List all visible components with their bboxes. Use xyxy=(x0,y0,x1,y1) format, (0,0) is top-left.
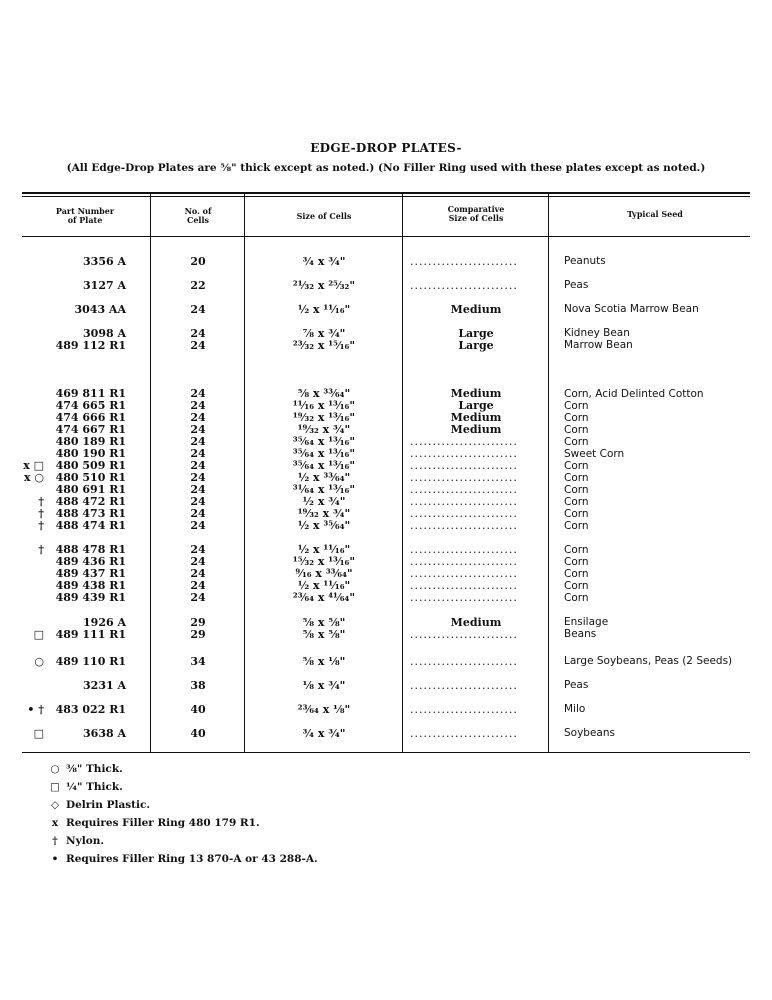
cell-count: 24 xyxy=(190,543,206,556)
typical-seed: Beans xyxy=(564,628,597,640)
cell-size: ⅝ x ⅝" xyxy=(302,616,346,629)
cell-count: 29 xyxy=(190,628,206,641)
legend-item: ◇ Delrin Plastic. xyxy=(50,799,151,811)
typical-seed: Peanuts xyxy=(564,255,606,267)
row-symbol: † xyxy=(38,495,44,508)
part-number: 469 811 R1 xyxy=(55,387,126,400)
typical-seed: Corn xyxy=(564,400,589,412)
typical-seed: Large Soybeans, Peas (2 Seeds) xyxy=(564,655,733,667)
typical-seed: Milo xyxy=(564,703,586,715)
cell-size: ³⁵⁄₆₄ x ¹³⁄₁₆" xyxy=(292,447,356,460)
comparative-size: ........................ xyxy=(410,655,518,668)
part-number: 474 666 R1 xyxy=(55,411,126,424)
cell-count: 24 xyxy=(190,303,206,316)
cell-size: ½ x ³³⁄₆₄" xyxy=(297,471,351,484)
typical-seed: Corn xyxy=(564,460,589,472)
comparative-size: Medium xyxy=(450,411,502,424)
table-row xyxy=(0,628,772,641)
cell-count: 24 xyxy=(190,471,206,484)
cell-size: ¹⁹⁄₃₂ x ¾" xyxy=(297,423,351,436)
cell-size: ²¹⁄₃₂ x ²⁵⁄₃₂" xyxy=(292,279,356,292)
part-number: 489 438 R1 xyxy=(55,579,126,592)
part-number: 489 110 R1 xyxy=(55,655,126,668)
typical-seed: Kidney Bean xyxy=(564,327,630,339)
comparative-size: ........................ xyxy=(410,447,518,460)
part-number: 488 478 R1 xyxy=(55,543,126,556)
table-bottom-rule xyxy=(22,752,750,753)
cell-count: 24 xyxy=(190,399,206,412)
row-symbol: x ○ xyxy=(24,471,44,484)
part-number: 480 190 R1 xyxy=(55,447,126,460)
typical-seed: Corn xyxy=(564,520,589,532)
typical-seed: Corn xyxy=(564,484,589,496)
table-row xyxy=(0,679,772,692)
cell-size: ¾ x ¾" xyxy=(302,255,346,268)
cell-count: 24 xyxy=(190,555,206,568)
page-subtitle: (All Edge-Drop Plates are ⅝" thick except as noted.) (No Filler Ring used with these plates except as noted.) xyxy=(66,162,706,174)
header-no-of-cells: No. of Cells xyxy=(184,206,212,225)
part-number: 3043 AA xyxy=(74,303,126,316)
legend-item: ○ ⅜" Thick. xyxy=(50,763,123,775)
typical-seed: Corn xyxy=(564,556,589,568)
comparative-size: ........................ xyxy=(410,471,518,484)
part-number: 488 474 R1 xyxy=(55,519,126,532)
part-number: 488 472 R1 xyxy=(55,495,126,508)
cell-count: 24 xyxy=(190,447,206,460)
comparative-size: Large xyxy=(458,399,494,412)
typical-seed: Marrow Bean xyxy=(564,339,633,351)
part-number: 489 112 R1 xyxy=(55,339,126,352)
cell-size: ²³⁄₆₄ x ⁴¹⁄₆₄" xyxy=(292,591,356,604)
cell-size: ¹⁹⁄₃₂ x ¹³⁄₁₆" xyxy=(292,411,356,424)
comparative-size: ........................ xyxy=(410,519,518,532)
typical-seed: Corn xyxy=(564,496,589,508)
cell-size: ½ x ³⁵⁄₆₄" xyxy=(297,519,351,532)
cell-count: 24 xyxy=(190,387,206,400)
table-row xyxy=(0,279,772,292)
comparative-size: ........................ xyxy=(410,567,518,580)
comparative-size: ........................ xyxy=(410,628,518,641)
table-header-rule xyxy=(22,236,750,237)
cell-count: 24 xyxy=(190,411,206,424)
typical-seed: Corn xyxy=(564,508,589,520)
cell-count: 22 xyxy=(190,279,206,292)
cell-count: 40 xyxy=(190,727,206,740)
cell-size: ¹⁹⁄₃₂ x ¾" xyxy=(297,507,351,520)
cell-size: ³⁵⁄₆₄ x ¹³⁄₁₆" xyxy=(292,435,356,448)
typical-seed: Nova Scotia Marrow Bean xyxy=(564,303,699,315)
table-row xyxy=(0,703,772,716)
cell-size: ⅞ x ¾" xyxy=(302,327,346,340)
cell-count: 24 xyxy=(190,495,206,508)
cell-size: ½ x ¹¹⁄₁₆" xyxy=(297,543,351,556)
part-number: 488 473 R1 xyxy=(55,507,126,520)
row-symbol: † xyxy=(38,519,44,532)
comparative-size: ........................ xyxy=(410,579,518,592)
cell-size: ¾ x ¾" xyxy=(302,727,346,740)
part-number: 483 022 R1 xyxy=(55,703,126,716)
cell-count: 38 xyxy=(190,679,206,692)
comparative-size: Medium xyxy=(450,423,502,436)
typical-seed: Corn xyxy=(564,436,589,448)
cell-size: ¹⁵⁄₃₂ x ¹³⁄₁₆" xyxy=(292,555,356,568)
table-row xyxy=(0,655,772,668)
legend-item: • Requires Filler Ring 13 870-A or 43 288-A. xyxy=(51,853,318,865)
comparative-size: ........................ xyxy=(410,727,518,740)
part-number: 480 510 R1 xyxy=(55,471,126,484)
cell-size: ²³⁄₆₄ x ⅛" xyxy=(297,703,351,716)
comparative-size: ........................ xyxy=(410,483,518,496)
comparative-size: Medium xyxy=(450,387,502,400)
row-symbol: † xyxy=(38,507,44,520)
row-symbol: ○ xyxy=(34,655,44,668)
cell-count: 24 xyxy=(190,507,206,520)
part-number: 3638 A xyxy=(83,727,126,740)
comparative-size: ........................ xyxy=(410,703,518,716)
row-symbol: • † xyxy=(27,703,44,716)
row-symbol: □ xyxy=(33,628,44,641)
cell-count: 24 xyxy=(190,339,206,352)
table-row xyxy=(0,520,772,532)
typical-seed: Corn xyxy=(564,544,589,556)
cell-count: 29 xyxy=(190,616,206,629)
comparative-size: ........................ xyxy=(410,495,518,508)
table-row xyxy=(0,339,772,352)
part-number: 3356 A xyxy=(83,255,126,268)
cell-count: 24 xyxy=(190,435,206,448)
cell-count: 24 xyxy=(190,567,206,580)
header-typical-seed: Typical Seed xyxy=(627,209,683,219)
typical-seed: Corn xyxy=(564,472,589,484)
table-row xyxy=(0,727,772,740)
part-number: 489 436 R1 xyxy=(55,555,126,568)
cell-count: 24 xyxy=(190,591,206,604)
cell-size: ⅛ x ¾" xyxy=(302,679,346,692)
cell-count: 40 xyxy=(190,703,206,716)
cell-count: 24 xyxy=(190,579,206,592)
typical-seed: Ensilage xyxy=(564,616,609,628)
cell-count: 24 xyxy=(190,327,206,340)
comparative-size: ........................ xyxy=(410,591,518,604)
cell-size: ⅝ x ⅝" xyxy=(302,628,346,641)
typical-seed: Soybeans xyxy=(564,727,615,739)
cell-count: 24 xyxy=(190,483,206,496)
cell-size: ⅝ x ⅛" xyxy=(302,655,346,668)
cell-count: 24 xyxy=(190,459,206,472)
legend-item: □ ¼" Thick. xyxy=(50,781,123,793)
cell-size: ²³⁄₃₂ x ¹⁵⁄₁₆" xyxy=(292,339,356,352)
part-number: 3127 A xyxy=(83,279,126,292)
cell-count: 24 xyxy=(190,519,206,532)
legend-item: x Requires Filler Ring 480 179 R1. xyxy=(51,817,260,829)
cell-count: 24 xyxy=(190,423,206,436)
typical-seed: Corn xyxy=(564,568,589,580)
table-row xyxy=(0,303,772,316)
comparative-size: ........................ xyxy=(410,279,518,292)
typical-seed: Peas xyxy=(564,679,589,691)
part-number: 474 665 R1 xyxy=(55,399,126,412)
cell-size: ³⁵⁄₆₄ x ¹³⁄₁₆" xyxy=(292,459,356,472)
row-symbol: x □ xyxy=(23,459,44,472)
comparative-size: ........................ xyxy=(410,435,518,448)
cell-count: 20 xyxy=(190,255,206,268)
comparative-size: ........................ xyxy=(410,507,518,520)
cell-size: ½ x ¹¹⁄₁₆" xyxy=(297,579,351,592)
typical-seed: Peas xyxy=(564,279,589,291)
part-number: 474 667 R1 xyxy=(55,423,126,436)
header-size-of-cells: Size of Cells xyxy=(296,211,352,221)
typical-seed: Corn xyxy=(564,592,589,604)
comparative-size: ........................ xyxy=(410,459,518,472)
part-number: 3231 A xyxy=(83,679,126,692)
typical-seed: Corn, Acid Delinted Cotton xyxy=(564,388,704,400)
part-number: 489 439 R1 xyxy=(55,591,126,604)
cell-size: ½ x ¾" xyxy=(302,495,346,508)
comparative-size: ........................ xyxy=(410,255,518,268)
typical-seed: Corn xyxy=(564,580,589,592)
cell-count: 34 xyxy=(190,655,206,668)
comparative-size: ........................ xyxy=(410,543,518,556)
part-number: 480 509 R1 xyxy=(55,459,126,472)
table-row xyxy=(0,592,772,604)
row-symbol: □ xyxy=(33,727,44,740)
comparative-size: Large xyxy=(458,327,494,340)
part-number: 1926 A xyxy=(83,616,126,629)
typical-seed: Corn xyxy=(564,424,589,436)
page-title: EDGE-DROP PLATES- xyxy=(310,141,462,155)
cell-size: ⅝ x ³³⁄₆₄" xyxy=(297,387,351,400)
table-top-rule xyxy=(22,192,750,194)
typical-seed: Sweet Corn xyxy=(564,448,625,460)
header-part-number: Part Number of Plate xyxy=(55,206,115,225)
part-number: 3098 A xyxy=(83,327,126,340)
comparative-size: Medium xyxy=(450,616,502,629)
cell-size: ³¹⁄₆₄ x ¹³⁄₁₆" xyxy=(292,483,356,496)
comparative-size: ........................ xyxy=(410,555,518,568)
part-number: 489 437 R1 xyxy=(55,567,126,580)
part-number: 480 189 R1 xyxy=(55,435,126,448)
table-row xyxy=(0,255,772,268)
row-symbol: † xyxy=(38,543,44,556)
header-comparative-size: Comparative Size of Cells xyxy=(447,204,505,223)
legend-item: † Nylon. xyxy=(52,835,104,847)
part-number: 480 691 R1 xyxy=(55,483,126,496)
cell-size: ½ x ¹¹⁄₁₆" xyxy=(297,303,351,316)
part-number: 489 111 R1 xyxy=(55,628,126,641)
typical-seed: Corn xyxy=(564,412,589,424)
cell-size: ¹¹⁄₁₆ x ¹³⁄₁₆" xyxy=(292,399,356,412)
comparative-size: ........................ xyxy=(410,679,518,692)
table-top-rule-thin xyxy=(22,196,750,197)
comparative-size: Large xyxy=(458,339,494,352)
comparative-size: Medium xyxy=(450,303,502,316)
cell-size: ⁹⁄₁₆ x ³³⁄₆₄" xyxy=(295,567,353,580)
